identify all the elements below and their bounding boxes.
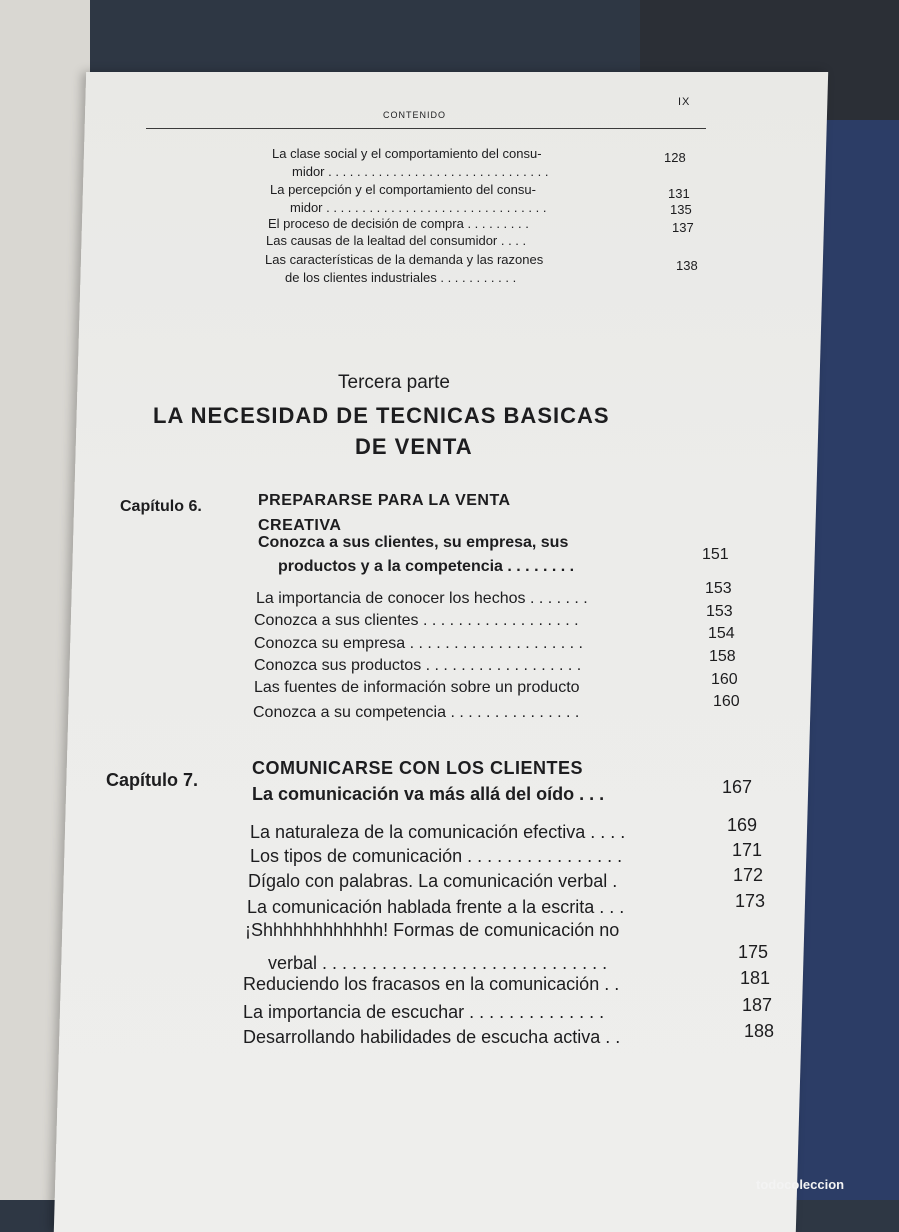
part-label: Tercera parte (338, 372, 450, 393)
toc-page: 160 (713, 693, 740, 710)
toc-entry: La importancia de escuchar . . . . . . . . . . . . . . (243, 1002, 605, 1022)
toc-page: 151 (702, 546, 729, 563)
toc-page: 135 (670, 202, 692, 217)
part-title-line1: LA NECESIDAD DE TECNICAS BASICAS (153, 403, 610, 428)
chapter-subtitle: Conozca a sus clientes, su empresa, sus (258, 534, 569, 551)
toc-page: 154 (708, 625, 735, 642)
toc-entry: verbal . . . . . . . . . . . . . . . . . . . . . . . . . . . . . (268, 953, 608, 973)
running-head: CONTENIDO (383, 110, 446, 120)
toc-entry: Las fuentes de información sobre un producto (254, 679, 580, 696)
toc-entry: La clase social y el comportamiento del consu- (272, 146, 542, 161)
toc-entry: El proceso de decisión de compra . . . . . . . . . (268, 216, 529, 231)
toc-page: 188 (744, 1021, 775, 1041)
chapter-title: COMUNICARSE CON LOS CLIENTES (252, 758, 584, 778)
header-rule (146, 128, 706, 129)
toc-page: 175 (738, 942, 769, 962)
toc-entry: Conozca su empresa . . . . . . . . . . . . . . . . . . . . (254, 635, 583, 652)
toc-page: 167 (722, 777, 753, 797)
toc-entry: de los clientes industriales . . . . . . . . . . . (285, 270, 517, 285)
toc-page: 153 (706, 603, 733, 620)
toc-page: 160 (711, 671, 738, 688)
toc-page: 173 (735, 891, 766, 911)
toc-entry: La naturaleza de la comunicación efectiva . . . . (250, 822, 626, 842)
toc-page: 137 (672, 220, 694, 235)
chapter-subtitle: productos y a la competencia . . . . . . . . (278, 558, 575, 575)
toc-page: 187 (742, 995, 773, 1015)
chapter-label: Capítulo 6. (120, 498, 202, 515)
toc-page: 138 (676, 258, 698, 273)
page-number: IX (678, 96, 691, 108)
chapter-subtitle: La comunicación va más allá del oído . . . (252, 784, 605, 804)
toc-page: 153 (705, 580, 732, 597)
chapter-label: Capítulo 7. (106, 770, 199, 790)
toc-entry: La comunicación hablada frente a la escrita . . . (247, 897, 625, 917)
toc-page: 169 (727, 815, 758, 835)
toc-entry: Conozca a sus clientes . . . . . . . . . . . . . . . . . . (254, 612, 579, 629)
toc-entry: Conozca a su competencia . . . . . . . . . . . . . . . (253, 704, 580, 721)
toc-page: 181 (740, 968, 771, 988)
toc-entry: Las causas de la lealtad del consumidor . . . . (266, 233, 527, 248)
toc-entry: midor . . . . . . . . . . . . . . . . . . . . . . . . . . . . . . . (290, 200, 547, 215)
toc-entry: Reduciendo los fracasos en la comunicación . . (243, 974, 620, 994)
toc-entry: Conozca sus productos . . . . . . . . . . . . . . . . . . (254, 657, 582, 674)
toc-page: 128 (664, 150, 686, 165)
watermark: todocoleccion (756, 1177, 845, 1192)
toc-entry: Dígalo con palabras. La comunicación verbal . (248, 871, 618, 891)
part-title-line2: DE VENTA (355, 434, 473, 459)
toc-page: 158 (709, 648, 736, 665)
toc-entry: ¡Shhhhhhhhhhhh! Formas de comunicación no (245, 920, 620, 940)
toc-entry: Las características de la demanda y las razones (265, 252, 544, 267)
toc-page: 131 (668, 186, 690, 201)
chapter-title: PREPARARSE PARA LA VENTA (258, 492, 511, 509)
toc-entry: Desarrollando habilidades de escucha activa . . (243, 1027, 621, 1047)
toc-entry: midor . . . . . . . . . . . . . . . . . . . . . . . . . . . . . . . (292, 164, 549, 179)
toc-entry: La importancia de conocer los hechos . . . . . . . (256, 590, 588, 607)
toc-entry: La percepción y el comportamiento del consu- (270, 182, 536, 197)
toc-page: 172 (733, 865, 764, 885)
toc-entry: Los tipos de comunicación . . . . . . . . . . . . . . . . (250, 846, 623, 866)
chapter-title: CREATIVA (258, 517, 342, 534)
toc-page: 171 (732, 840, 763, 860)
